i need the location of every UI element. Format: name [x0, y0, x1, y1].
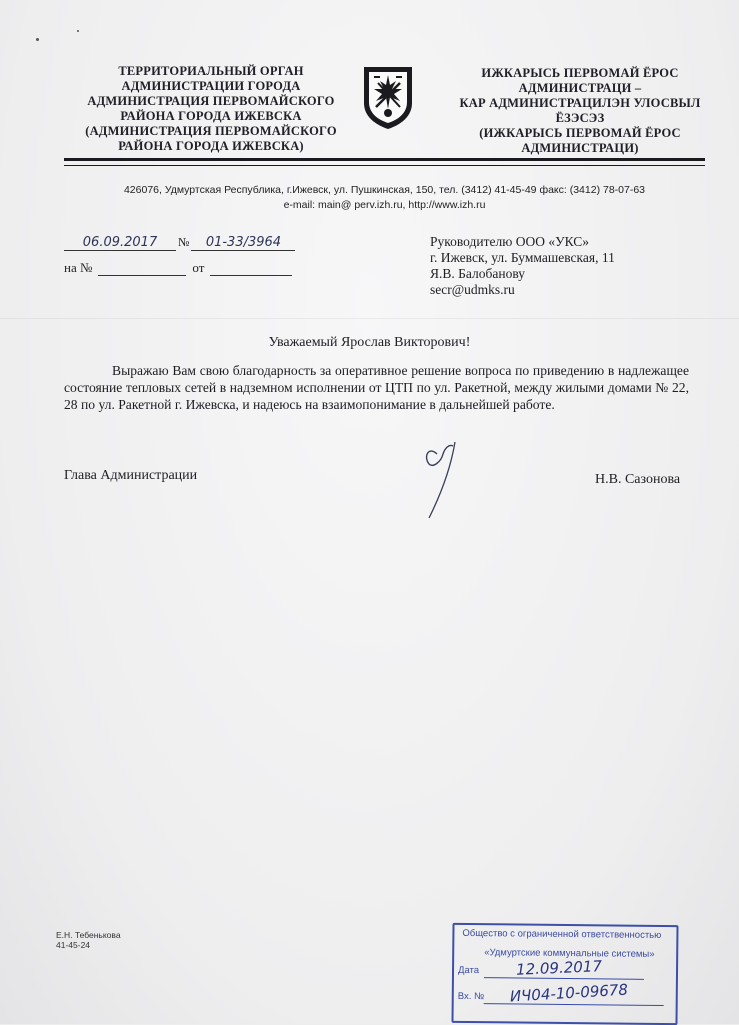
header-org-udm [455, 66, 705, 156]
recipient-line: г. Ижевск, ул. Буммашевская, 11 [430, 250, 615, 265]
recipient-block [430, 234, 615, 298]
number-sign: № [178, 235, 190, 249]
letter-body: Выражаю Вам свою благодарность за оперативное решение вопроса по приведению в надлежащее состояние тепловых сетей в надземном исполнении от ЦТП по ул. Ракетной, между жилыми домами № 22, 28 по ул. Ракетной г. Ижевска, и надеюсь на взаимопонимание в дальнейшей работе. [64, 363, 689, 412]
stamp-date-value: 12.09.2017 [515, 957, 603, 979]
outgoing-date: 06.09.2017 [64, 235, 176, 251]
header-left-line: РАЙОНА ГОРОДА ИЖЕВСКА) [118, 139, 304, 153]
header-right-line: ЁЗЭСЭЗ [555, 111, 605, 125]
recipient-line: Руководителю ООО «УКС» [430, 234, 590, 249]
header-left-line: (АДМИНИСТРАЦИЯ ПЕРВОМАЙСКОГО [85, 124, 337, 138]
stamp-date-label: Дата [457, 964, 480, 977]
paper-speck [77, 30, 79, 32]
stamp-company-line: Общество с ограниченной ответственностью [462, 927, 662, 942]
header-left-line: РАЙОНА ГОРОДА ИЖЕВСКА [120, 109, 302, 123]
recipient-line: Я.В. Балобанову [430, 266, 525, 281]
outgoing-registration [64, 234, 295, 251]
header-left-line: АДМИНИСТРАЦИЯ ПЕРВОМАЙСКОГО [87, 94, 335, 108]
header-right-line: ИЖКАРЫСЬ ПЕРВОМАЙ ЁРОС [481, 66, 679, 80]
reply-number-blank [98, 263, 186, 276]
handwritten-signature [415, 432, 485, 522]
paper-speck [36, 38, 39, 41]
signatory-name: Н.В. Сазонова [595, 472, 681, 487]
reply-date-blank [210, 263, 292, 276]
header-right-line: АДМИНИСТРАЦИ – [518, 81, 642, 95]
header-right-line: КАР АДМИНИСТРАЦИЛЭН УЛОСВЫЛ [459, 96, 701, 110]
stamp-company-name: «Удмуртские коммунальные системы» [484, 947, 655, 960]
executor-name: Е.Н. Тебенькова [56, 930, 121, 940]
recipient-email: secr@udmks.ru [430, 282, 515, 297]
paper-fold [0, 318, 739, 319]
header-right-line: АДМИНИСТРАЦИ) [521, 141, 639, 155]
coat-of-arms-icon [360, 63, 416, 131]
reply-prefix: на № [64, 260, 93, 275]
stamp-in-value: ИЧ04-10-09678 [509, 980, 629, 1006]
header-left-line: АДМИНИСТРАЦИИ ГОРОДА [121, 79, 301, 93]
header-left-line: ТЕРРИТОРИАЛЬНЫЙ ОРГАН [118, 64, 304, 78]
signatory-title: Глава Администрации [64, 468, 198, 483]
contact-web: e-mail: main@ perv.izh.ru, http://www.izh.ru [283, 199, 486, 211]
reply-from: от [192, 260, 205, 275]
header-rule-thick [64, 158, 705, 161]
reply-reference [64, 260, 298, 276]
header-right-line: (ИЖКАРЫСЬ ПЕРВОМАЙ ЁРОС [479, 126, 681, 140]
header-org-ru [80, 64, 342, 154]
executor-info [56, 930, 121, 950]
executor-phone: 41-45-24 [56, 940, 91, 950]
outgoing-number: 01-33/3964 [191, 235, 295, 251]
incoming-stamp [451, 923, 678, 1025]
header-rule-thin [64, 165, 705, 166]
postal-address: 426076, Удмуртская Республика, г.Ижевск, ул. Пушкинская, 150, тел. (3412) 41-45-49 факс: (3412) 78-07-63 [123, 184, 646, 196]
stamp-in-label: Вх. № [457, 990, 485, 1003]
stamp-date-line [484, 977, 644, 980]
salutation: Уважаемый Ярослав Викторович! [268, 335, 471, 350]
